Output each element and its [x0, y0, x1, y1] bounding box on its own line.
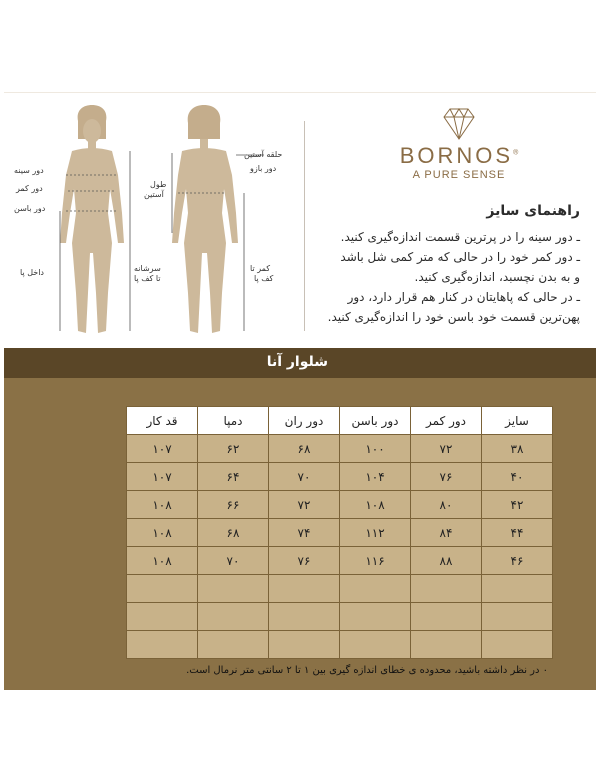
label-shoulder-to-foot-2: تا کف پا — [134, 274, 161, 283]
label-sleeve-length-1: طول — [150, 180, 167, 189]
table-cell: ۷۶ — [411, 463, 482, 491]
brand-tagline: A PURE SENSE — [412, 169, 506, 181]
table-row — [127, 547, 553, 575]
table-cell: ۱۰۸ — [127, 519, 198, 547]
table-cell: ۸۰ — [411, 491, 482, 519]
header-thigh: دور ران — [269, 407, 340, 435]
table-header-row — [127, 407, 553, 435]
label-inseam: داخل پا — [20, 268, 44, 277]
header-length: قد کار — [127, 407, 198, 435]
measurement-note: ۰ در نظر داشته باشید، محدوده ی خطای اندازه گیری بین ۱ تا ۲ سانتی متر نرمال است. — [186, 665, 548, 676]
table-cell — [127, 631, 198, 659]
size-guide-card — [4, 92, 596, 690]
label-hip: دور باسن — [14, 204, 46, 213]
header-waist: دور کمر — [411, 407, 482, 435]
table-cell — [482, 631, 553, 659]
product-title: شلوار آنا — [266, 354, 328, 370]
table-cell: ۱۰۸ — [127, 491, 198, 519]
size-guide-header — [4, 92, 596, 349]
label-shoulder-to-foot-1: سرشانه — [134, 264, 161, 273]
table-cell: ۱۰۰ — [340, 435, 411, 463]
table-cell: ۸۴ — [411, 519, 482, 547]
brand-name: BORNOS® — [399, 143, 519, 168]
table-cell: ۴۰ — [482, 463, 553, 491]
table-cell: ۱۰۸ — [127, 547, 198, 575]
guide-line: ـ دور کمر خود را در حالی که متر کمی شل باشد — [340, 250, 580, 264]
table-cell: ۱۰۴ — [340, 463, 411, 491]
table-cell: ۷۰ — [198, 547, 269, 575]
size-table-panel — [4, 378, 596, 690]
table-cell: ۷۲ — [411, 435, 482, 463]
table-cell: ۷۶ — [269, 547, 340, 575]
table-cell: ۱۰۷ — [127, 435, 198, 463]
table-cell — [411, 603, 482, 631]
table-row — [127, 435, 553, 463]
label-sleeve-length-2: آستین — [144, 190, 164, 199]
table-cell — [127, 575, 198, 603]
table-row — [127, 631, 553, 659]
size-guide-text — [322, 203, 580, 327]
label-bust: دور سینه — [14, 166, 44, 175]
label-arm: دور بازو — [250, 164, 277, 173]
table-cell — [269, 603, 340, 631]
label-waist-to-foot-2: کف پا — [254, 274, 274, 283]
table-cell: ۶۶ — [198, 491, 269, 519]
table-cell — [127, 603, 198, 631]
header-size: سایز — [482, 407, 553, 435]
table-cell: ۶۸ — [269, 435, 340, 463]
header-hip: دور باسن — [340, 407, 411, 435]
table-row — [127, 463, 553, 491]
guide-title: راهنمای سایز — [486, 203, 580, 219]
label-armhole: حلقه آستین — [244, 150, 283, 159]
table-cell — [198, 631, 269, 659]
guide-line: ـ دور سینه را در پرترین قسمت اندازه‌گیری کنید. — [340, 230, 580, 244]
label-waist-to-foot-1: کمر تا — [250, 264, 271, 273]
body-measurement-figures — [4, 93, 304, 349]
table-cell: ۴۲ — [482, 491, 553, 519]
table-cell: ۶۴ — [198, 463, 269, 491]
table-cell: ۱۱۲ — [340, 519, 411, 547]
table-row — [127, 491, 553, 519]
table-cell — [482, 575, 553, 603]
front-figure — [60, 105, 124, 333]
brand-block — [334, 107, 584, 181]
table-cell: ۱۰۸ — [340, 491, 411, 519]
size-table — [126, 406, 553, 659]
table-cell — [269, 575, 340, 603]
back-figure — [172, 105, 238, 333]
table-cell: ۱۱۶ — [340, 547, 411, 575]
table-cell — [411, 631, 482, 659]
table-cell: ۴۶ — [482, 547, 553, 575]
product-title-band — [4, 348, 596, 378]
table-cell — [269, 631, 340, 659]
table-cell: ۶۲ — [198, 435, 269, 463]
guide-line: ـ در حالی که پاهایتان در کنار هم قرار دارد، دور — [347, 290, 580, 304]
table-cell — [198, 575, 269, 603]
guide-line: پهن‌ترین قسمت خود باسن خود را اندازه‌گیری کنید. — [327, 310, 580, 324]
table-cell — [411, 575, 482, 603]
table-cell: ۸۸ — [411, 547, 482, 575]
header-hem: دمپا — [198, 407, 269, 435]
table-cell: ۶۸ — [198, 519, 269, 547]
label-waist: دور کمر — [16, 184, 43, 193]
table-cell: ۱۰۷ — [127, 463, 198, 491]
table-row — [127, 603, 553, 631]
table-row — [127, 575, 553, 603]
table-row — [127, 519, 553, 547]
diamond-logo-icon — [436, 107, 482, 141]
table-cell: ۳۸ — [482, 435, 553, 463]
table-cell — [340, 603, 411, 631]
table-cell — [340, 631, 411, 659]
table-cell: ۷۲ — [269, 491, 340, 519]
guide-line: و به بدن نچسبد، اندازه‌گیری کنید. — [414, 270, 580, 284]
table-cell — [482, 603, 553, 631]
table-cell: ۴۴ — [482, 519, 553, 547]
table-cell — [198, 603, 269, 631]
divider — [304, 121, 305, 331]
table-cell — [340, 575, 411, 603]
table-cell: ۷۰ — [269, 463, 340, 491]
table-cell: ۷۴ — [269, 519, 340, 547]
